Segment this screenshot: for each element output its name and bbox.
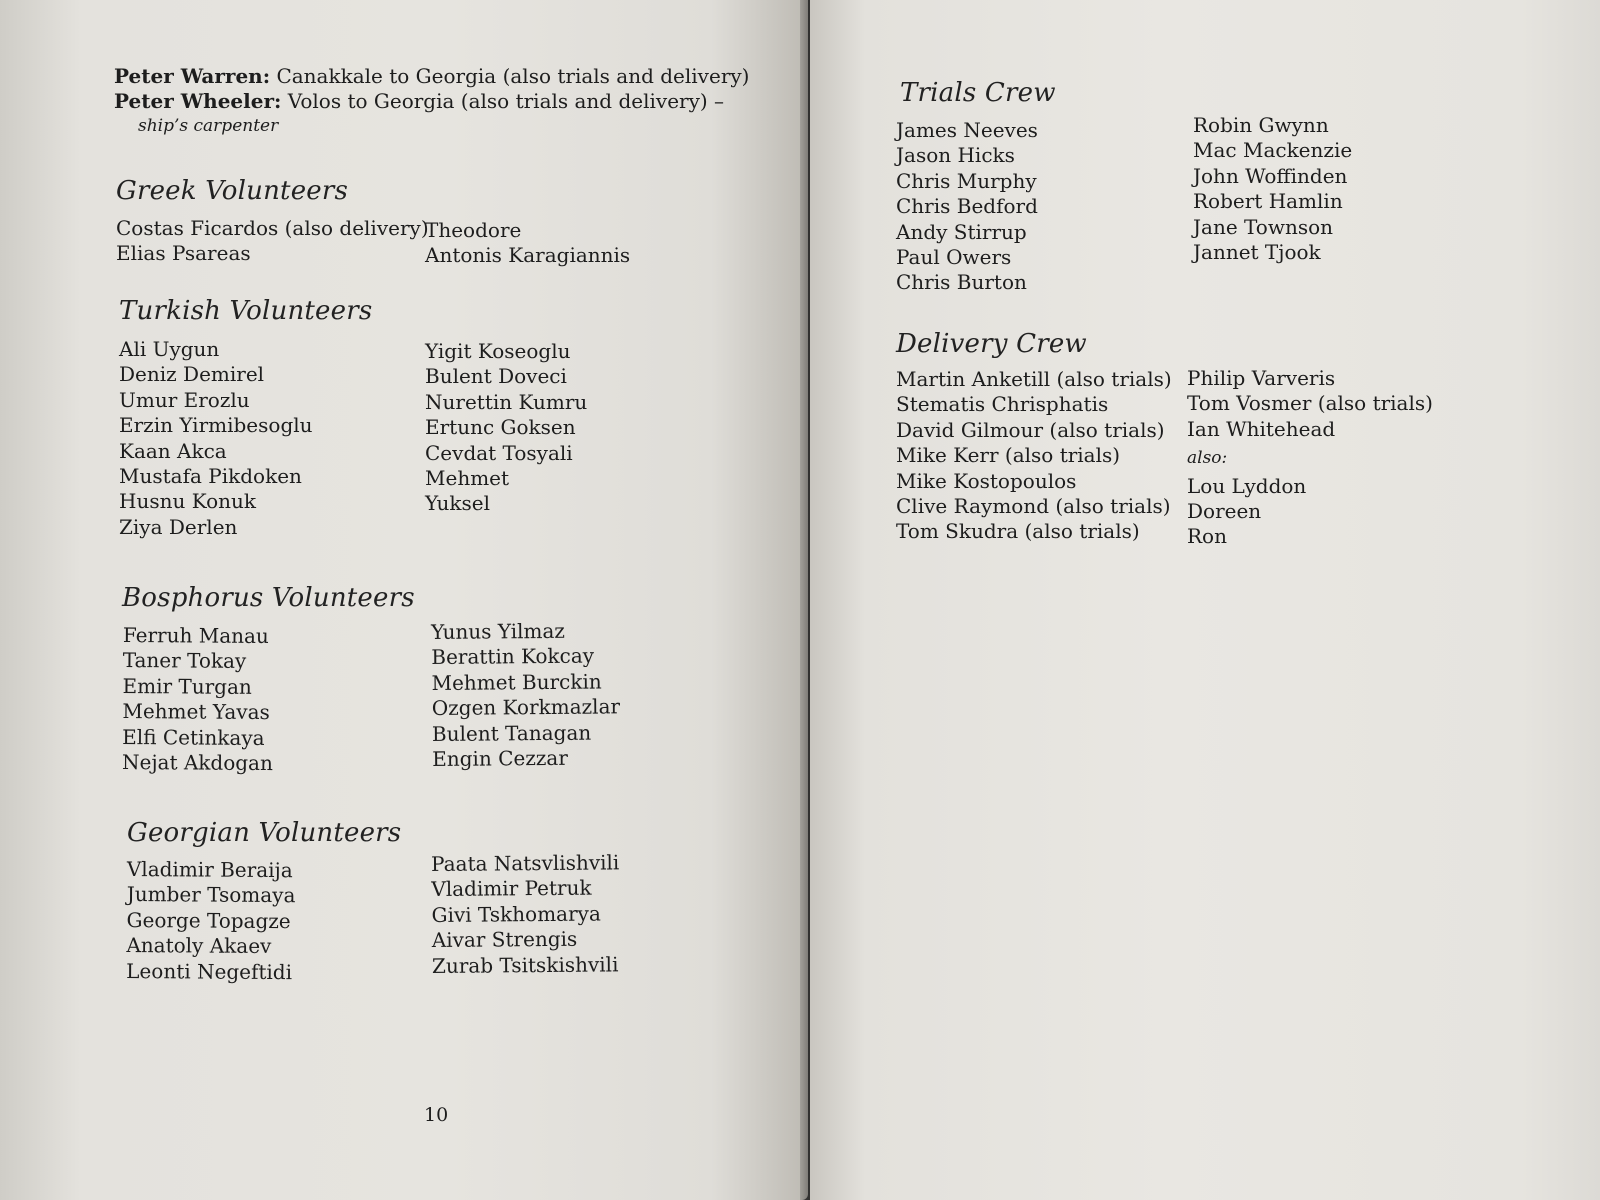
bosphorus-col-2	[431, 618, 621, 772]
list-item: Chris Burton	[896, 270, 1027, 295]
intro-name: Peter Wheeler:	[114, 89, 282, 113]
list-item: Taner Tokay	[122, 648, 247, 674]
list-item: Lou Lyddon	[1187, 473, 1307, 498]
list-item: Andy Stirrup	[896, 219, 1027, 244]
list-item: Ferruh Manau	[122, 623, 269, 649]
section-heading-georgian: Georgian Volunteers	[127, 818, 402, 848]
list-item: Jumber Tsomaya	[126, 882, 296, 908]
list-item: Ian Whitehead	[1187, 416, 1336, 441]
georgian-col-2	[431, 850, 620, 979]
section-heading-bosphorus: Bosphorus Volunteers	[122, 583, 415, 613]
list-item: Yunus Yilmaz	[431, 618, 566, 644]
list-item: Ziya Derlen	[119, 514, 238, 539]
list-item: Jannet Tjook	[1193, 240, 1321, 265]
list-item: Jason Hicks	[896, 143, 1015, 168]
delivery-col-1	[896, 367, 1172, 545]
list-item: Paata Natsvlishvili	[431, 850, 620, 876]
list-item: Bulent Doveci	[425, 364, 567, 389]
list-item: John Woffinden	[1193, 163, 1348, 188]
intro-role: ship’s carpenter	[138, 116, 279, 136]
intro-block	[114, 64, 749, 139]
list-item: Theodore	[425, 218, 522, 242]
list-item: Anatoly Akaev	[126, 933, 272, 959]
list-item: George Topagze	[126, 907, 291, 933]
list-item: Tom Skudra (also trials)	[896, 519, 1140, 544]
list-item: Leonti Negeftidi	[126, 958, 293, 984]
list-item: Erzin Yirmibesoglu	[119, 413, 313, 438]
list-item: Givi Tskhomarya	[431, 901, 601, 927]
list-item: Chris Bedford	[896, 194, 1038, 219]
list-item: Jane Townson	[1193, 214, 1334, 239]
list-item: Nejat Akdogan	[121, 750, 273, 776]
page-number: 10	[424, 1104, 449, 1126]
list-item: Elfi Cetinkaya	[122, 724, 265, 750]
trials-col-2	[1193, 113, 1352, 265]
turkish-col-1	[119, 337, 313, 540]
list-item: Deniz Demirel	[119, 362, 265, 387]
list-item: Elias Psareas	[116, 241, 251, 266]
list-item: David Gilmour (also trials)	[896, 417, 1165, 442]
list-item: Ali Uygun	[119, 337, 220, 361]
section-heading-delivery: Delivery Crew	[896, 329, 1087, 359]
greek-col-2	[425, 218, 630, 269]
list-item: Chris Murphy	[896, 168, 1037, 193]
list-item: Engin Cezzar	[432, 745, 568, 772]
list-item: Antonis Karagiannis	[425, 243, 631, 268]
list-item: Robin Gwynn	[1193, 113, 1329, 137]
list-item: Yigit Koseoglu	[425, 339, 571, 363]
list-item: Yuksel	[425, 491, 490, 516]
list-item: Emir Turgan	[122, 673, 252, 699]
list-item: Mustafa Pikdoken	[119, 464, 302, 489]
list-item: Husnu Konuk	[119, 489, 257, 514]
delivery-col-2	[1187, 366, 1433, 550]
also-label: also:	[1187, 448, 1228, 469]
list-item: Mehmet	[425, 466, 510, 491]
list-item: Philip Varveris	[1187, 366, 1336, 390]
list-item: Tom Vosmer (also trials)	[1187, 391, 1433, 416]
list-item: Umur Erozlu	[119, 387, 250, 412]
list-item: Martin Anketill (also trials)	[896, 367, 1172, 391]
intro-text: Canakkale to Georgia (also trials and delivery)	[270, 64, 750, 88]
list-item: Costas Ficardos (also delivery)	[116, 216, 429, 240]
list-item: Mike Kostopoulos	[896, 468, 1077, 493]
list-item: Zurab Tsitskishvili	[431, 951, 619, 978]
list-item: Ertunc Goksen	[425, 415, 576, 440]
list-item: Vladimir Petruk	[431, 876, 592, 902]
list-item: Cevdat Tosyali	[425, 440, 573, 465]
list-item: Mehmet Yavas	[122, 699, 270, 725]
list-item: Ron	[1187, 524, 1227, 549]
list-item: Vladimir Beraija	[126, 857, 293, 883]
trials-col-1	[896, 118, 1038, 296]
list-item: Kaan Akca	[119, 438, 227, 463]
list-item: Mike Kerr (also trials)	[896, 443, 1121, 468]
section-heading-turkish: Turkish Volunteers	[119, 296, 373, 326]
list-item: Berattin Kokcay	[431, 643, 595, 670]
list-item: Paul Owers	[896, 245, 1012, 270]
list-item: Bulent Tanagan	[431, 720, 592, 746]
turkish-col-2	[425, 339, 587, 517]
list-item: Robert Hamlin	[1193, 189, 1343, 214]
georgian-col-1	[126, 857, 296, 985]
intro-line-1	[114, 64, 749, 89]
list-item: Mehmet Burckin	[431, 669, 602, 695]
bosphorus-col-1	[122, 623, 274, 776]
right-page	[810, 0, 1600, 1200]
greek-col-1	[116, 216, 429, 267]
list-item: Ozgen Korkmazlar	[431, 694, 621, 721]
intro-name: Peter Warren:	[114, 64, 271, 88]
list-item: Aivar Strengis	[431, 926, 578, 953]
list-item: Mac Mackenzie	[1193, 138, 1353, 163]
list-item: Nurettin Kumru	[425, 389, 588, 414]
list-item: James Neeves	[896, 118, 1038, 142]
section-heading-greek: Greek Volunteers	[116, 176, 349, 206]
list-item: Doreen	[1187, 499, 1262, 524]
list-item: Clive Raymond (also trials)	[896, 494, 1171, 519]
list-item: Stematis Chrisphatis	[896, 392, 1109, 417]
intro-line-2	[114, 89, 749, 114]
section-heading-trials: Trials Crew	[900, 78, 1056, 108]
intro-text: Volos to Georgia (also trials and delivery) –	[281, 89, 725, 113]
